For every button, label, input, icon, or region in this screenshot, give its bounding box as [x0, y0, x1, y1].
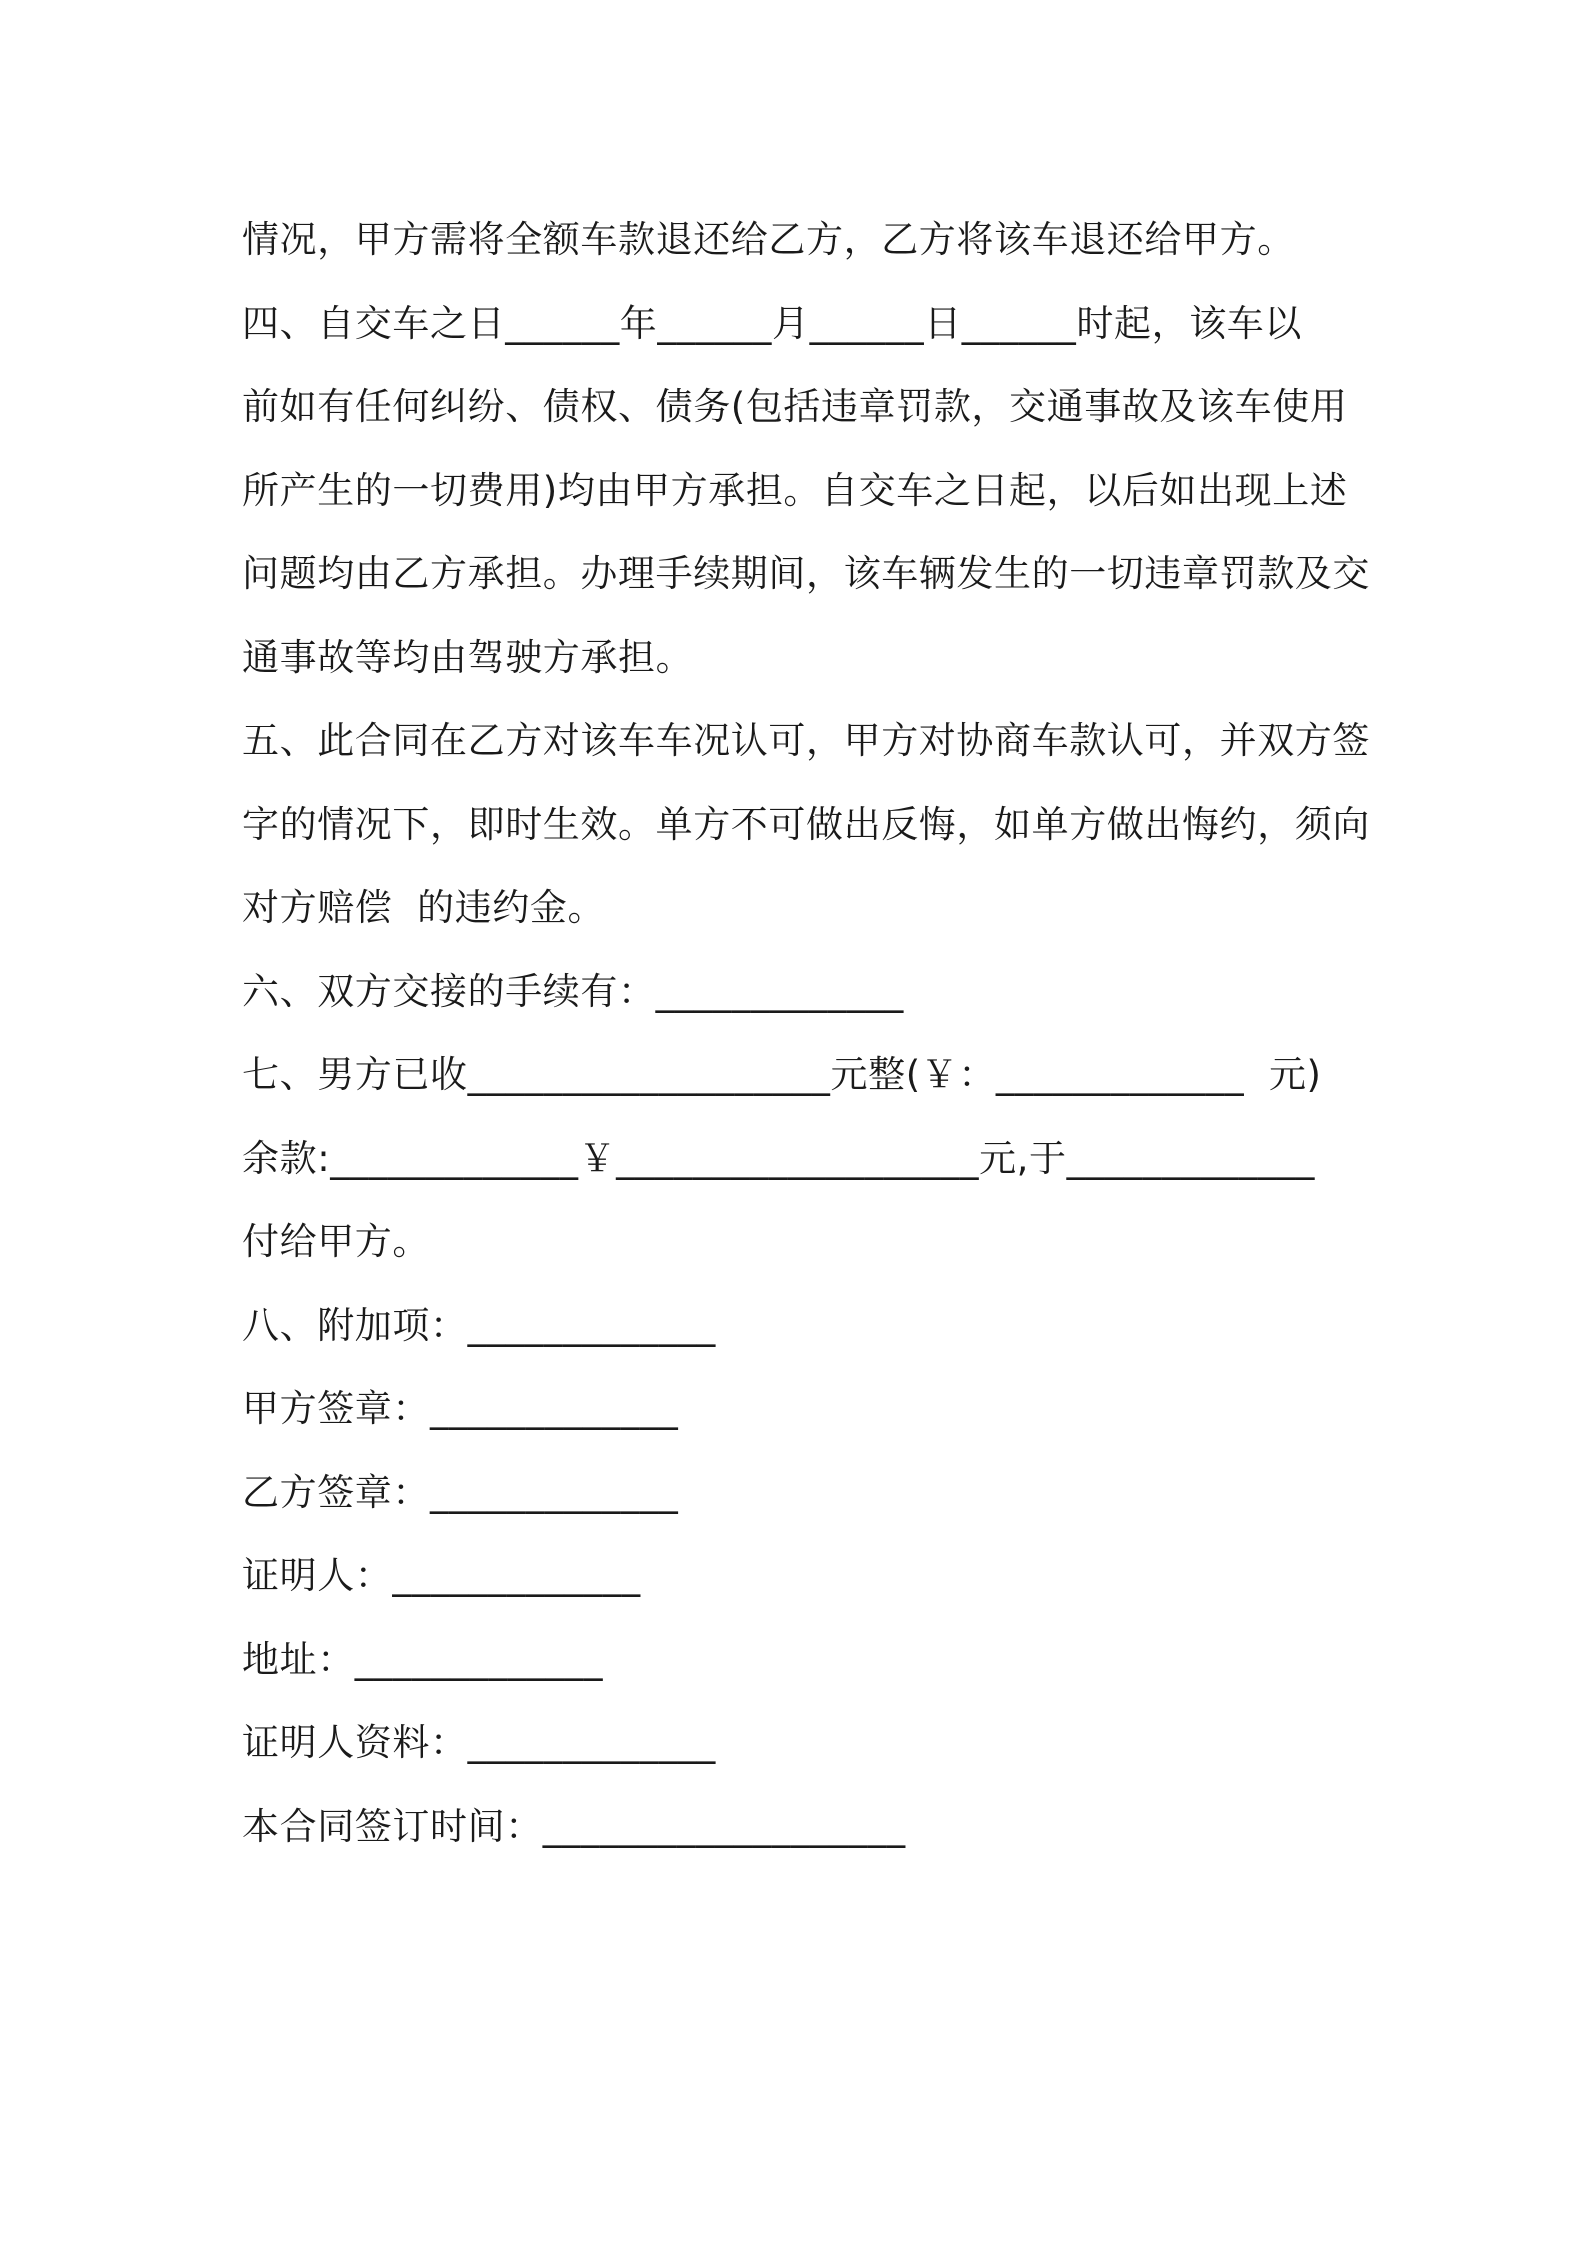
- text-line: 对方赔偿 的违约金。: [242, 886, 606, 929]
- text-line: 地址：_____________: [242, 1637, 604, 1681]
- text-line: 付给甲方。: [242, 1220, 430, 1263]
- text-line: 证明人资料：_____________: [242, 1721, 716, 1764]
- text-line: 所产生的一切费用)均由甲方承担。自交车之日起，以后如出现上述: [242, 468, 1348, 512]
- text-line: 通事故等均由驾驶方承担。: [242, 635, 694, 679]
- text-line: 证明人：_____________: [242, 1554, 641, 1597]
- text-line: 八、附加项：_____________: [242, 1303, 716, 1347]
- text-line: 四、自交车之日______年______月______日______时起，该车以: [242, 301, 1302, 345]
- text-line: 问题均由乙方承担。办理手续期间，该车辆发生的一切违章罚款及交: [242, 552, 1370, 595]
- text-line: 六、双方交接的手续有：_____________: [242, 969, 904, 1013]
- text-line: 甲方签章：_____________: [242, 1387, 679, 1430]
- text-line: 乙方签章：_____________: [242, 1470, 679, 1514]
- text-line: 字的情况下，即时生效。单方不可做出反悔，如单方做出悔约，须向: [242, 802, 1370, 846]
- text-line: 余款:_____________￥___________________元,于_____________: [242, 1136, 1315, 1180]
- text-line: 七、男方已收___________________元整(￥：_____________ 元): [242, 1053, 1322, 1096]
- text-line: 情况，甲方需将全额车款退还给乙方，乙方将该车退还给甲方。: [242, 218, 1295, 261]
- text-line: 前如有任何纠纷、债权、债务(包括违章罚款，交通事故及该车使用: [242, 385, 1348, 428]
- text-line: 本合同签订时间：___________________: [242, 1804, 906, 1848]
- text-line: 五、此合同在乙方对该车车况认可，甲方对协商车款认可，并双方签: [242, 719, 1370, 762]
- contract-body: [242, 198, 1370, 1868]
